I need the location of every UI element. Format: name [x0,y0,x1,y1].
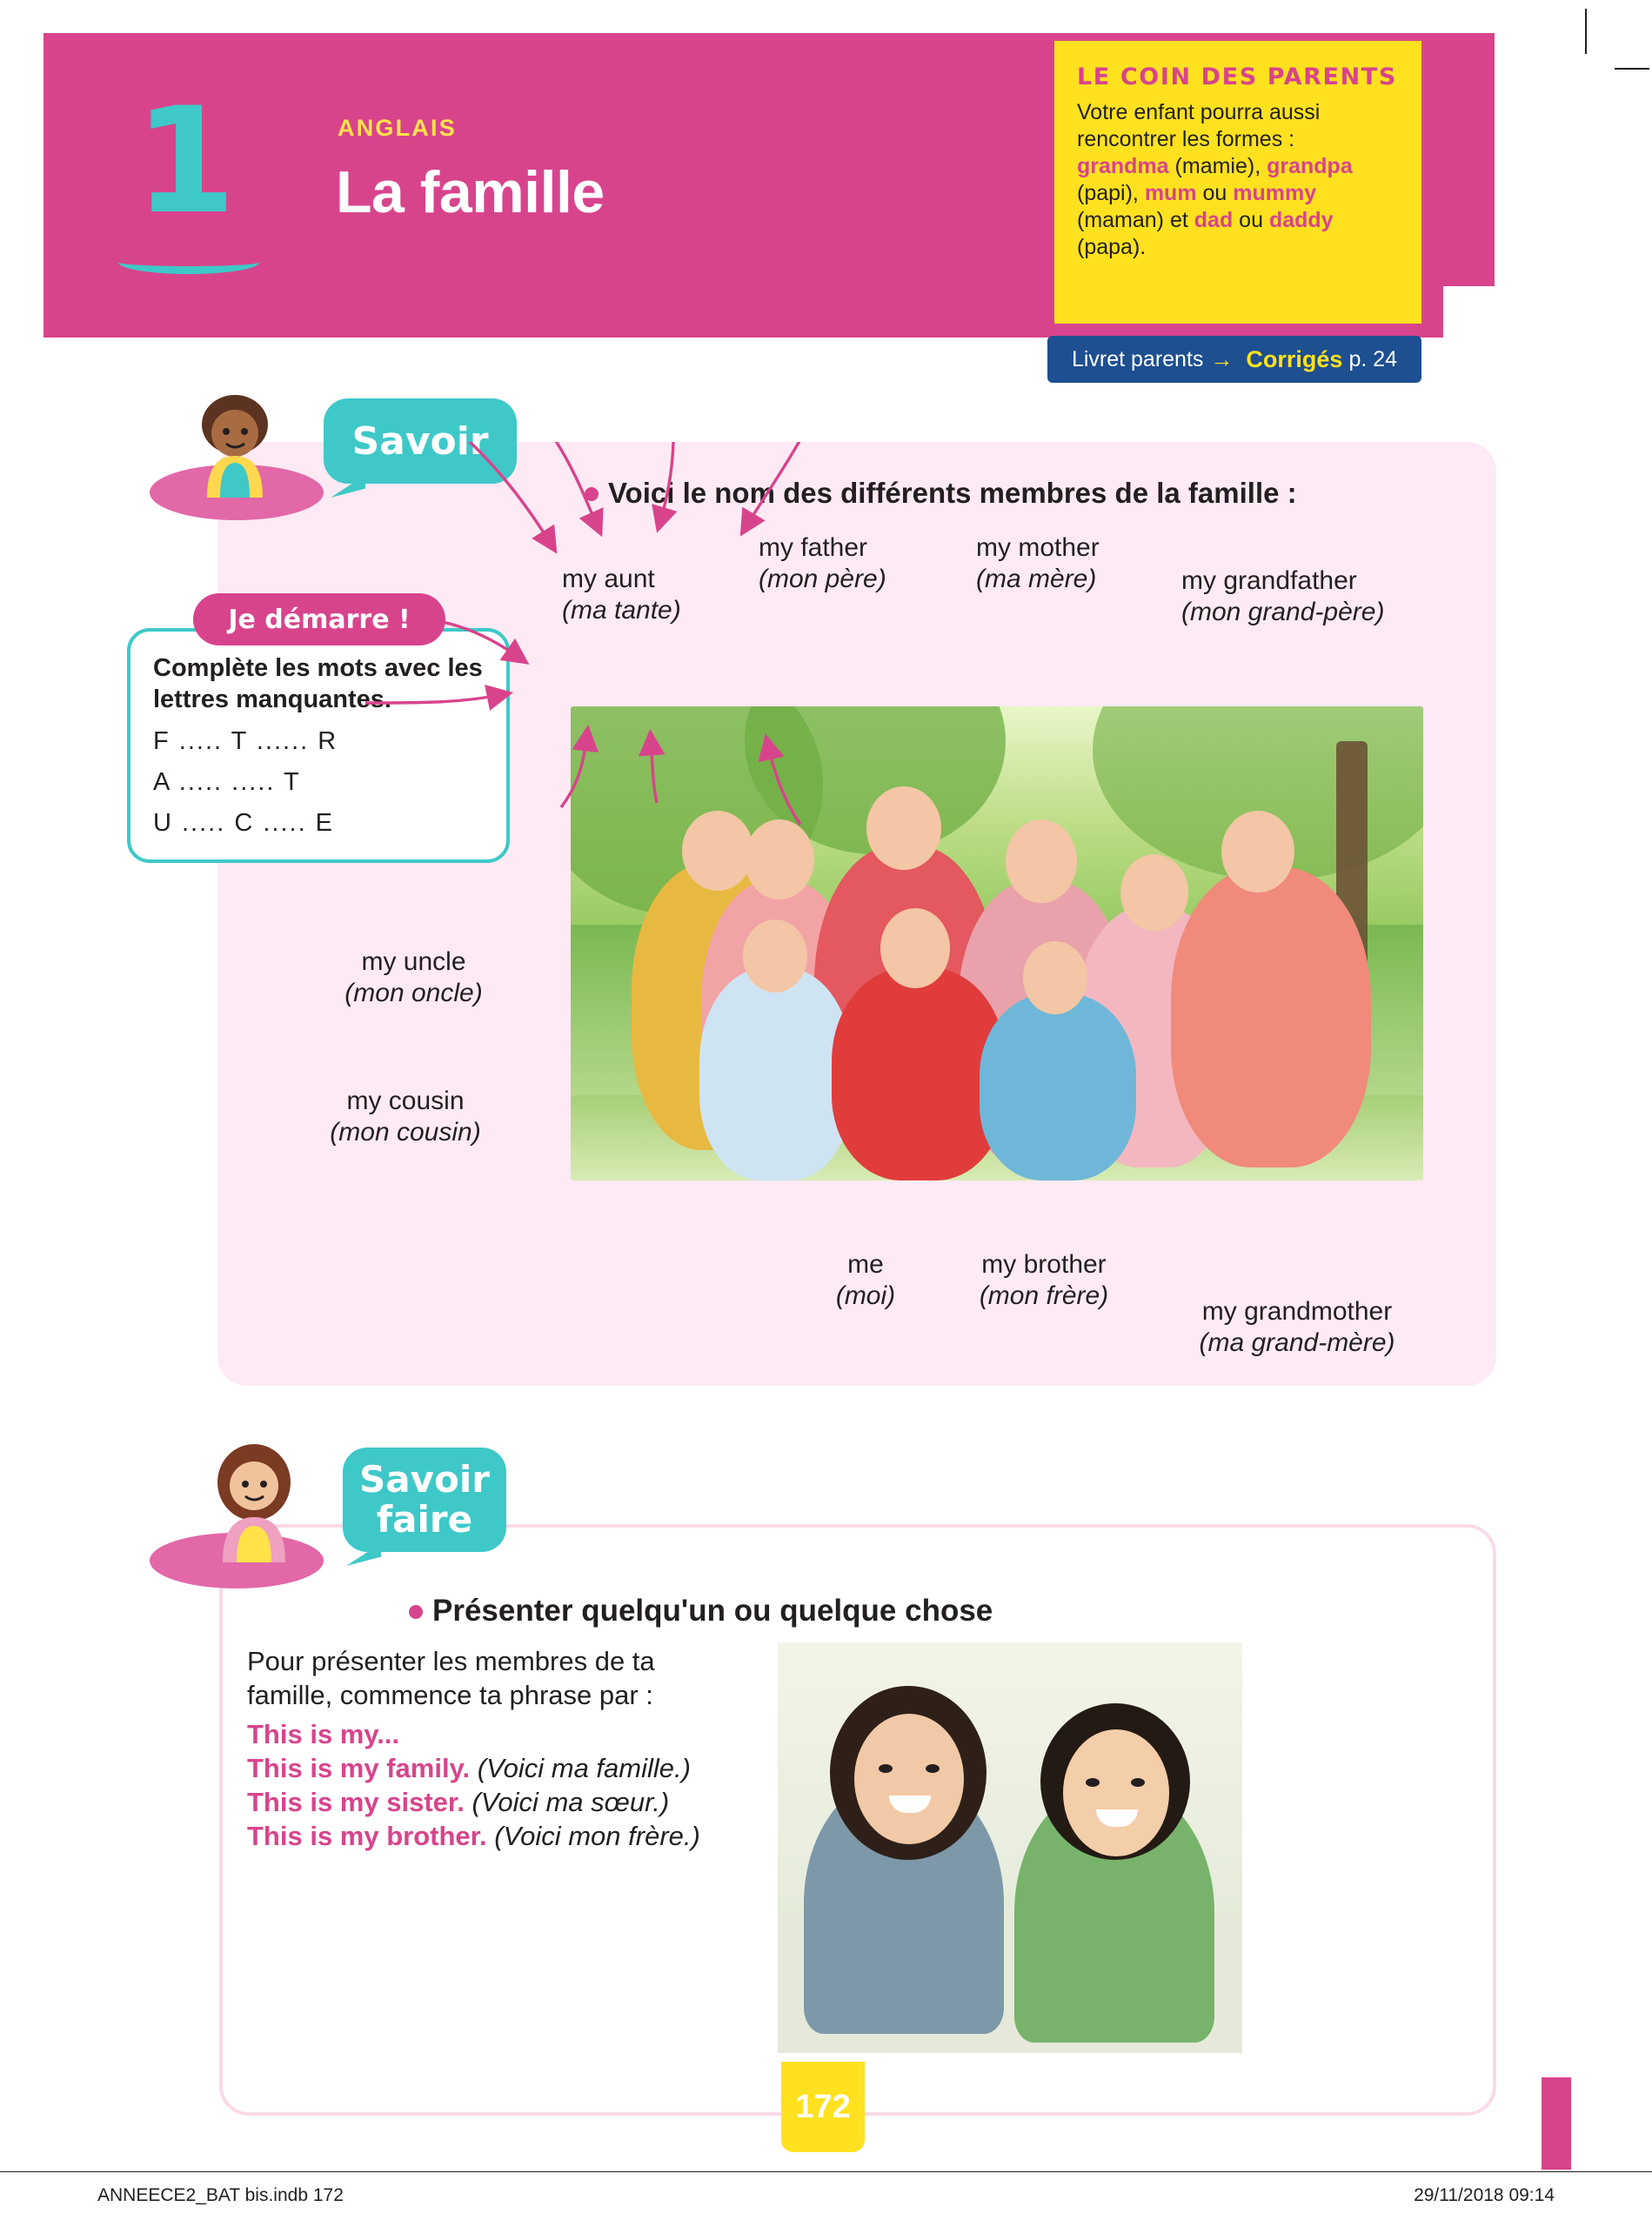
ribbon-bold-label: Corrigés [1246,345,1343,372]
kid-boy-face [1063,1729,1169,1856]
subject-label: ANGLAIS [338,115,457,141]
term-daddy: daddy [1268,208,1334,232]
kids-photo [778,1642,1242,2053]
ribbon-prefix: Livret parents [1071,346,1204,371]
label-my-cousin [306,1086,505,1148]
bullet-icon [585,487,599,501]
term-grandpa: grandpa [1267,154,1353,178]
je-demarre-exercise[interactable]: A ..... ..... T [153,768,301,796]
parents-answers-ribbon[interactable] [1047,336,1421,383]
example-en: This is my family. [247,1753,471,1783]
ribbon-page: p. 24 [1348,346,1398,371]
term-mum: mum [1144,181,1197,205]
je-demarre-box [127,628,510,863]
example-fr: (Voici ma sœur.) [472,1787,670,1817]
footer-file-label: ANNEECE2_BAT bis.indb 172 [97,2185,344,2205]
je-demarre-exercise[interactable]: U ..... C ..... E [153,809,335,837]
label-en: my grandmother [1201,1297,1393,1326]
savoir-faire-bubble-line2: faire [376,1498,473,1541]
savoir-heading [585,477,1297,510]
savoir-faire-body [247,1644,734,1853]
label-en: my uncle [361,947,466,976]
term-grandma-fr: (mamie), [1174,154,1261,178]
savoir-faire-bubble-line1: Savoir [359,1458,490,1501]
person-uncle-head [682,811,753,891]
savoir-bubble: Savoir [324,398,517,484]
term-dad: dad [1194,208,1234,232]
term-grandpa-fr: (papi), [1077,181,1139,205]
label-fr: (ma tante) [562,596,681,625]
label-fr: (mon cousin) [330,1118,481,1147]
label-fr: (moi) [835,1281,896,1310]
label-my-grandfather [1181,565,1384,628]
label-my-uncle [320,946,507,1009]
label-me [818,1249,913,1312]
savoir-heading-text: Voici le nom des différents membres de la famille : [608,477,1297,509]
label-fr: (mon frère) [979,1281,1109,1310]
label-my-brother [959,1249,1129,1312]
example-en: This is my brother. [247,1821,487,1851]
person-father-head [866,786,941,870]
parents-box-title: LE COIN DES PARENTS [1077,64,1397,90]
label-fr: (mon père) [759,565,886,593]
person-mother-head [1006,819,1077,903]
example-en: This is my sister. [247,1787,465,1817]
footer-timestamp: 29/11/2018 09:14 [1414,2185,1555,2205]
person-me-head [880,908,950,988]
label-en: my father [759,533,868,562]
term-dad-fr: ou [1239,208,1263,232]
example-fr: (Voici mon frère.) [494,1821,700,1851]
savoir-faire-heading [409,1594,993,1628]
person-cousin [699,967,852,1180]
savoir-faire-heading-text: Présenter quelqu'un ou quelque chose [432,1594,993,1628]
label-my-father [759,532,886,595]
term-daddy-fr: (papa). [1077,235,1147,259]
label-en: me [847,1250,884,1279]
label-my-grandmother [1180,1296,1415,1359]
crop-mark-top-right [1585,9,1587,54]
term-mum-fr: ou [1202,181,1227,205]
person-grandmother-head [1120,854,1188,931]
chapter-number-underline [118,251,259,274]
label-en: my brother [981,1250,1107,1279]
label-fr: (mon oncle) [344,979,483,1007]
label-en: my mother [976,533,1100,562]
person-aunt-head [745,819,814,899]
kid-girl-face [854,1714,964,1844]
person-cousin-head [743,920,807,993]
bullet-icon [409,1605,423,1619]
term-grandma: grandma [1077,154,1169,178]
label-fr: (mon grand-père) [1181,598,1385,626]
je-demarre-tab: Je démarre ! [193,593,445,645]
je-demarre-exercise[interactable]: F ..... T ...... R [153,727,338,755]
label-my-aunt [562,564,681,626]
label-en: my cousin [346,1087,465,1115]
page-number-badge: 172 [781,2062,865,2152]
person-brother-head [1023,941,1087,1014]
parents-intro: Votre enfant pourra aussi rencontrer les formes : [1077,100,1321,151]
label-fr: (ma grand-mère) [1199,1328,1395,1357]
label-fr: (ma mère) [976,565,1097,593]
person-grandfather-head [1221,811,1294,893]
label-en: my grandfather [1181,566,1357,595]
page-edge-marker [1542,2077,1571,2170]
parents-corner-box [1054,41,1421,324]
label-my-mother [976,532,1100,595]
example-en: This is my... [247,1719,400,1749]
avatar-boy-icon [181,393,289,506]
term-mummy-fr: (maman) et [1077,208,1188,232]
savoir-faire-intro: Pour présenter les membres de ta famille, commence ta phrase par : [247,1646,655,1710]
term-mummy: mummy [1233,181,1317,205]
chapter-number: 1 [134,76,237,246]
family-photo [571,706,1423,1180]
savoir-faire-bubble [343,1448,506,1552]
person-grandfather [1171,867,1371,1167]
parents-box-text [1077,99,1399,261]
crop-mark-right [1615,68,1649,70]
kid-girl-eye [926,1764,940,1773]
kid-girl-eye [879,1764,893,1773]
label-en: my aunt [562,565,655,593]
footer-rule [0,2171,1652,2172]
arrow-right-icon: → [1210,345,1234,372]
avatar-girl-icon [202,1441,306,1571]
person-brother [980,993,1136,1180]
kid-boy-eye [1131,1778,1145,1787]
page-title: La famille [336,159,605,225]
header-corner [1443,286,1495,338]
kid-boy-eye [1086,1778,1100,1787]
je-demarre-instruction: Complète les mots avec les lettres manquantes. [153,654,483,713]
example-fr: (Voici ma famille.) [477,1753,691,1783]
